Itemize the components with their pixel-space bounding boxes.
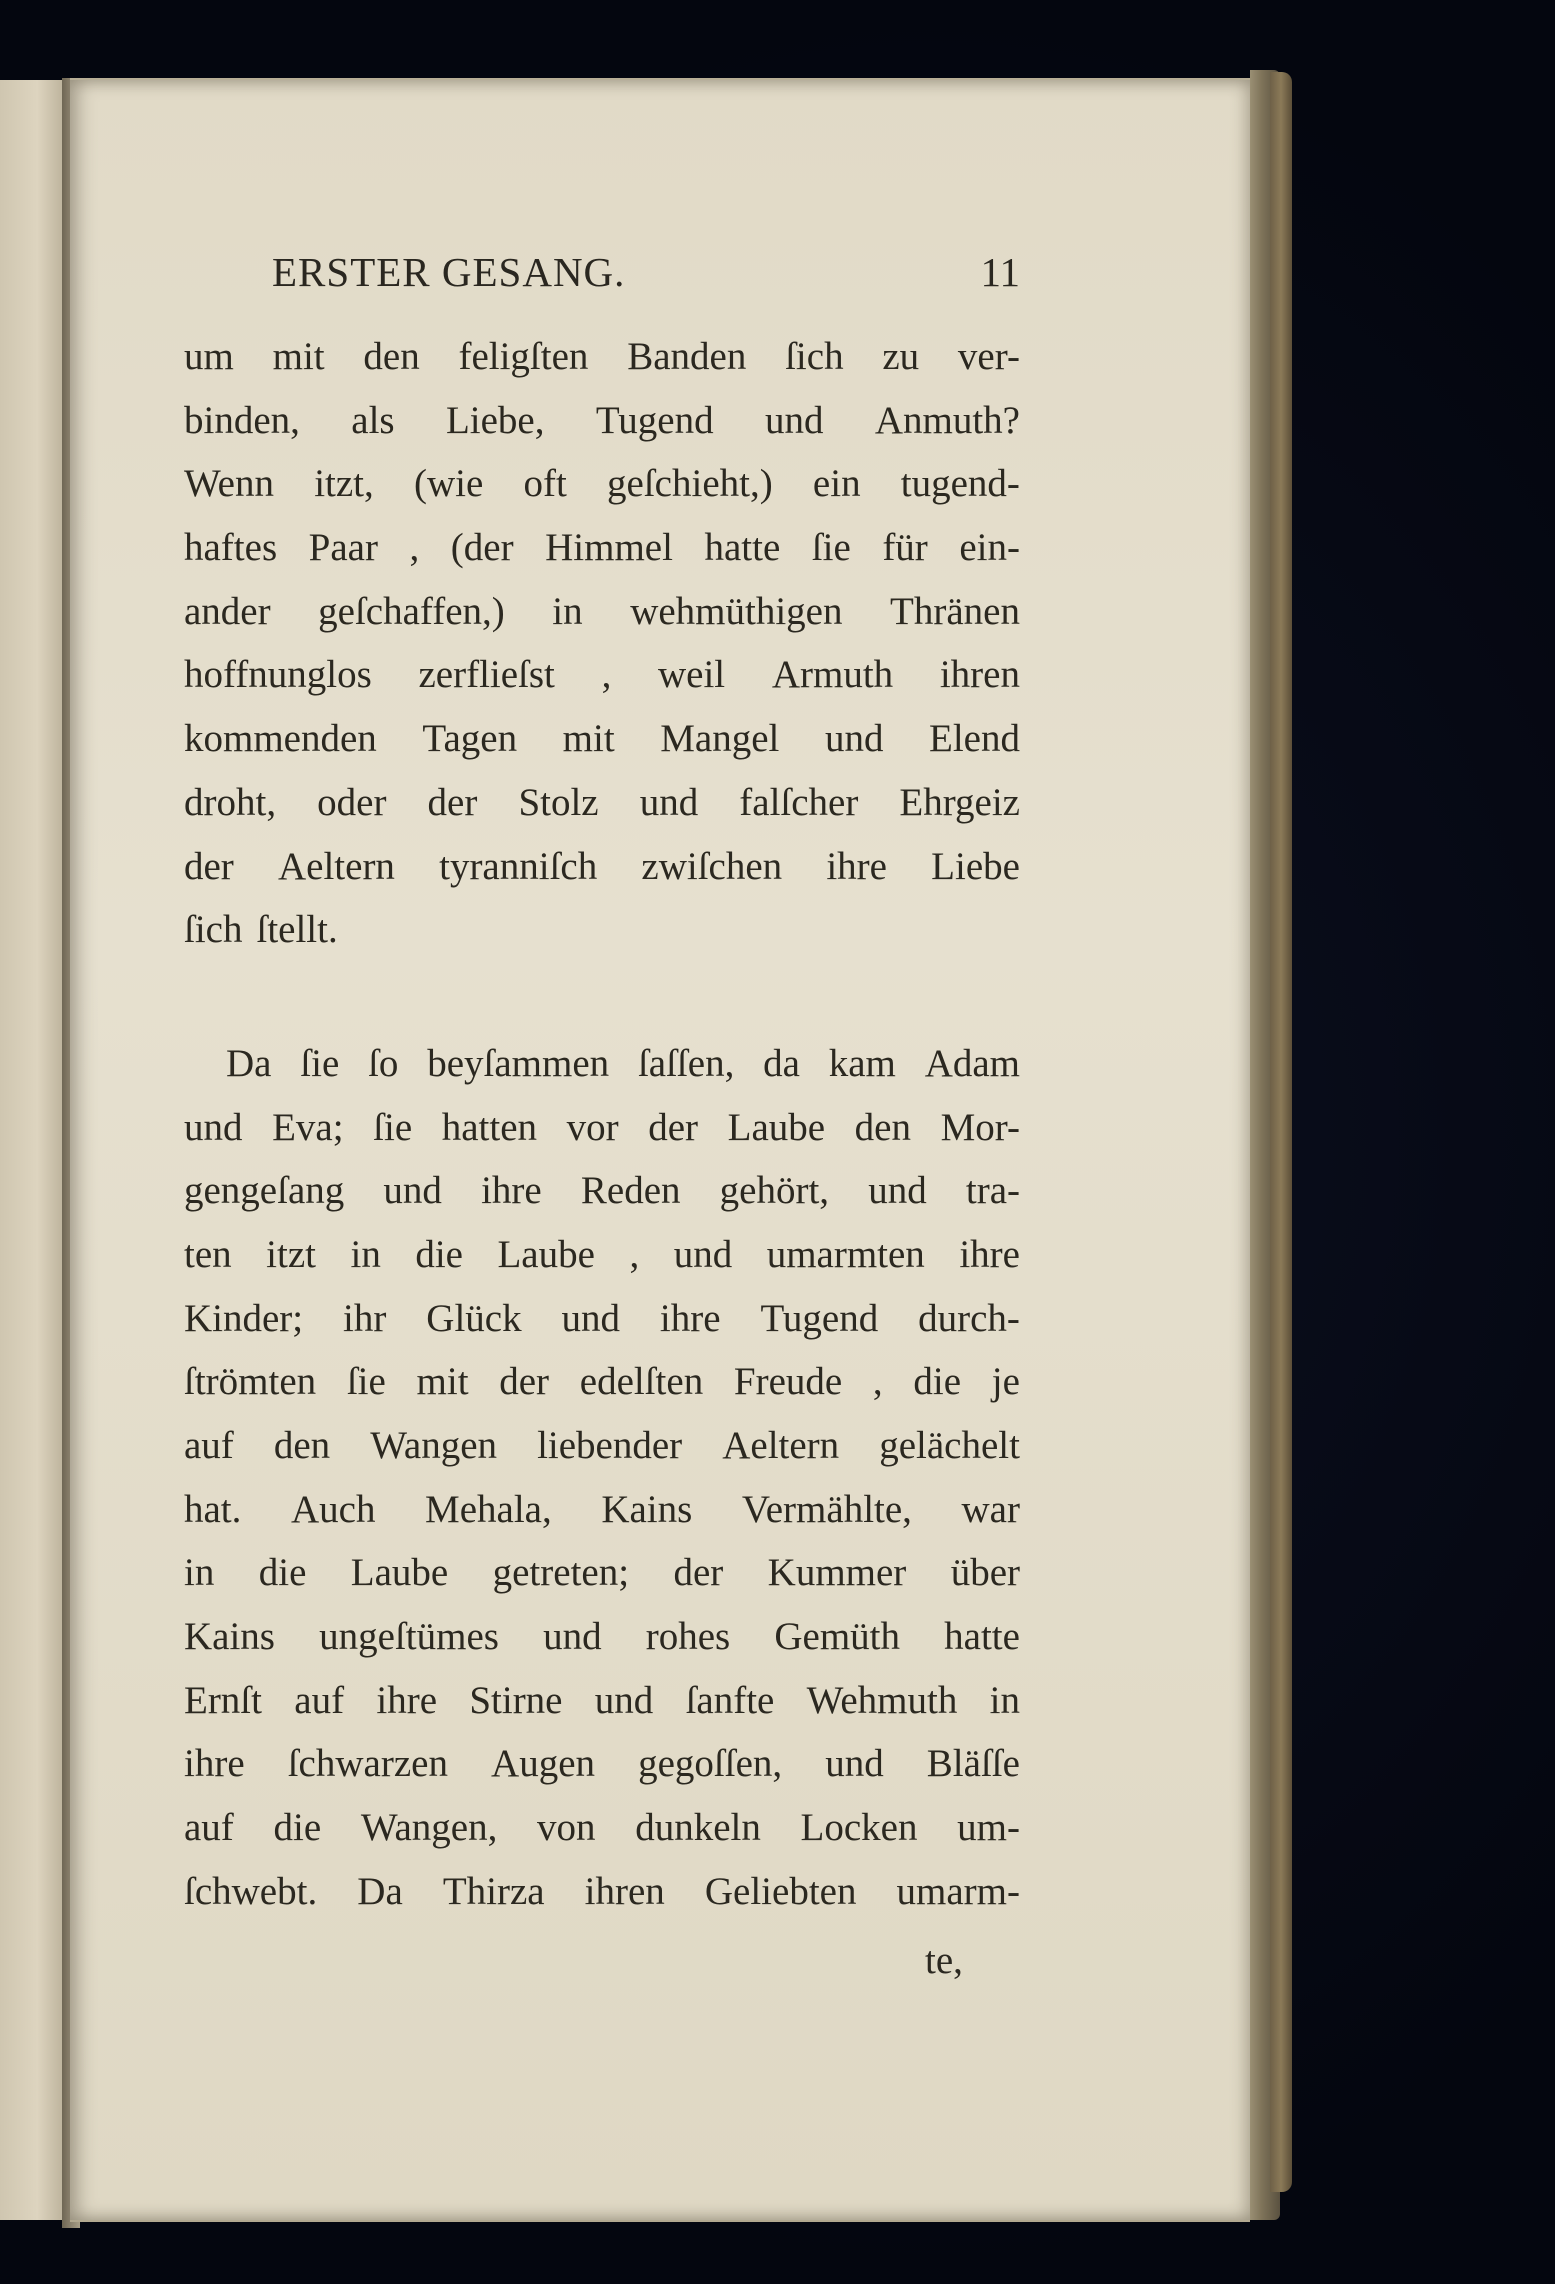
word: droht, (184, 780, 277, 824)
word: tra- (965, 1169, 1020, 1213)
word: , (872, 1360, 883, 1404)
word: auf (294, 1678, 345, 1722)
word: Laube (727, 1105, 826, 1149)
text-line (184, 707, 1020, 771)
word: hatte (704, 526, 781, 570)
word: Kains (184, 1615, 275, 1659)
word: liebender (537, 1424, 683, 1467)
word: Mehala, (425, 1487, 552, 1531)
word: ihre (376, 1678, 438, 1722)
text-line (184, 1796, 1020, 1860)
word: mit (562, 717, 615, 761)
word: beyſammen (427, 1041, 610, 1085)
word: ihr (343, 1296, 387, 1340)
word: war (961, 1487, 1020, 1531)
paragraph (184, 1032, 1020, 1924)
word: Anmuth? (874, 398, 1020, 442)
word: Tagen (422, 717, 518, 761)
word: , (409, 526, 420, 570)
word: und (825, 1742, 884, 1786)
text-line (184, 835, 1020, 899)
word: und (543, 1615, 602, 1659)
word: zu (882, 335, 920, 378)
text-line (184, 898, 1020, 962)
word: von (537, 1806, 596, 1850)
text-line (184, 580, 1020, 644)
word: binden, (184, 398, 300, 442)
word: in (552, 589, 583, 633)
word: tyranniſch (439, 844, 598, 888)
word: kommenden (184, 717, 377, 761)
word: ihre (481, 1169, 542, 1213)
word: und (764, 398, 824, 442)
text-line (184, 1732, 1020, 1796)
book-cover-edge (1270, 72, 1292, 2192)
word: als (351, 398, 395, 442)
word: (der (450, 526, 514, 570)
word: Liebe (931, 844, 1020, 888)
word: Wenn (184, 462, 274, 506)
word: und (594, 1678, 654, 1722)
text-line (184, 1223, 1020, 1287)
word: gehört, (719, 1169, 830, 1213)
word: ihren (584, 1869, 665, 1913)
word: der (648, 1105, 699, 1149)
word: umarm- (896, 1869, 1020, 1913)
word: ein (812, 462, 861, 506)
word: Locken (800, 1806, 918, 1850)
word: Himmel (545, 526, 673, 570)
word: geſchaffen,) (318, 589, 505, 633)
word: ſich (184, 908, 243, 952)
word: die (273, 1806, 322, 1850)
word: um (184, 335, 234, 378)
word: Augen (491, 1742, 596, 1786)
word: tugend- (900, 462, 1020, 506)
word: Laube (497, 1232, 595, 1276)
word: Da (357, 1869, 403, 1913)
word: feligſten (458, 335, 589, 378)
word: ſich (785, 335, 844, 378)
word: umarmten (766, 1232, 925, 1276)
text-line (184, 1605, 1020, 1669)
word: Wangen, (360, 1806, 498, 1850)
word: Vermählte, (741, 1487, 912, 1531)
paragraph (184, 325, 1020, 962)
word: ihre (826, 844, 887, 888)
word: Elend (929, 717, 1020, 761)
word: in (989, 1678, 1020, 1722)
word: Wehmuth (806, 1678, 958, 1722)
text-line (184, 643, 1020, 707)
word: ſaſſen, (637, 1041, 735, 1085)
word: getreten; (492, 1551, 630, 1595)
word: gegoſſen, (638, 1742, 783, 1786)
word: Aeltern (277, 844, 395, 888)
word: mit (272, 335, 325, 378)
text-line (184, 516, 1020, 580)
word: ſie (373, 1105, 413, 1149)
paragraph-gap (184, 962, 1020, 1032)
word: haftes (184, 526, 278, 570)
word: Stirne (469, 1678, 563, 1722)
word: zerflieſst (418, 653, 555, 697)
word: kam (828, 1041, 896, 1085)
word: geſchieht,) (607, 462, 773, 506)
word: über (950, 1551, 1020, 1595)
word: Wangen (370, 1424, 498, 1467)
word: Mangel (660, 717, 780, 761)
word: ungeſtümes (319, 1615, 499, 1659)
word: Liebe, (445, 398, 545, 442)
text-line (184, 389, 1020, 453)
word: ſie (300, 1041, 340, 1085)
running-head (180, 248, 1020, 308)
word: itzt (266, 1232, 316, 1276)
word: rohes (645, 1615, 731, 1659)
text-line (184, 771, 1020, 835)
word: Ehrgeiz (899, 780, 1020, 824)
word: Mor- (940, 1105, 1020, 1149)
word: hat. (184, 1487, 242, 1531)
word: Kains (601, 1487, 693, 1531)
word: gengeſang (184, 1169, 345, 1213)
word: Glück (426, 1296, 522, 1340)
body-text (184, 325, 1020, 1924)
word: da (763, 1041, 800, 1085)
text-line (184, 1287, 1020, 1351)
word: , (629, 1232, 640, 1276)
word: hatten (441, 1105, 538, 1149)
word: Freude (733, 1360, 843, 1404)
word: oft (523, 462, 567, 506)
text-line (184, 1159, 1020, 1223)
word: Tugend (595, 398, 714, 442)
word: der (184, 844, 234, 888)
word: und (184, 1105, 243, 1149)
word: dunkeln (635, 1806, 761, 1850)
word: Reden (580, 1169, 681, 1213)
word: Aeltern (722, 1424, 840, 1467)
word: um- (957, 1806, 1020, 1850)
word: die (258, 1551, 307, 1595)
word: ſie (346, 1360, 386, 1404)
word: gelächelt (879, 1424, 1020, 1467)
word: ſanfte (685, 1678, 775, 1722)
word: vor (566, 1105, 619, 1149)
text-line (184, 1860, 1020, 1924)
word: und (673, 1232, 733, 1276)
word: ihren (939, 653, 1020, 697)
word: ihre (659, 1296, 721, 1340)
word: zwiſchen (641, 844, 783, 888)
word: hatte (944, 1615, 1020, 1659)
word: durch- (918, 1296, 1020, 1340)
word: und (868, 1169, 927, 1213)
word: der (499, 1360, 550, 1404)
word: ſo (368, 1041, 399, 1085)
word: die (415, 1232, 463, 1276)
word: Auch (290, 1487, 376, 1531)
word: wehmüthigen (630, 589, 843, 633)
word: , (601, 653, 612, 697)
word: Da (226, 1041, 272, 1085)
word: ihre (959, 1232, 1020, 1276)
word: und (639, 780, 699, 824)
word: (wie (413, 462, 484, 506)
word: und (824, 717, 884, 761)
word: in (184, 1551, 215, 1595)
word: falſcher (739, 780, 859, 824)
word: den (854, 1105, 911, 1149)
word: den (273, 1424, 331, 1467)
word: Ernſt (184, 1678, 262, 1722)
word: und (383, 1169, 442, 1213)
word: ſtellt. (256, 908, 338, 952)
word: ein- (959, 526, 1020, 570)
word: der (427, 780, 478, 824)
word: weil (658, 653, 726, 697)
word: je (991, 1360, 1020, 1404)
word: Thirza (442, 1869, 545, 1913)
word: mit (416, 1360, 469, 1404)
text-line (184, 1414, 1020, 1478)
word: ſchwarzen (287, 1742, 448, 1786)
word: ſie (811, 526, 851, 570)
catchword: te, (925, 1939, 963, 1982)
word: für (882, 526, 928, 570)
word: Thränen (890, 589, 1020, 633)
text-line (184, 1096, 1020, 1160)
word: ſchwebt. (184, 1869, 318, 1913)
word: Armuth (771, 653, 894, 697)
text-line (184, 1478, 1020, 1542)
word: ander (184, 589, 271, 633)
word: edelſten (579, 1360, 704, 1404)
word: Adam (924, 1041, 1020, 1085)
word: und (561, 1296, 620, 1340)
word: den (363, 335, 420, 378)
word: in (350, 1232, 381, 1276)
word: ſtrömten (184, 1360, 317, 1404)
chapter-heading: ERSTER GESANG. (272, 249, 626, 295)
text-line (184, 1669, 1020, 1733)
word: auf (184, 1806, 234, 1850)
word: ver- (957, 335, 1020, 378)
word: Laube (350, 1551, 449, 1595)
text-line (184, 1032, 1020, 1096)
page-number: 11 (980, 249, 1020, 295)
word: der (673, 1551, 724, 1595)
word: Banden (627, 335, 747, 378)
text-line (184, 452, 1020, 516)
word: Bläſſe (926, 1742, 1020, 1786)
text-line (184, 1541, 1020, 1605)
text-line (184, 325, 1020, 389)
word: auf (184, 1424, 234, 1467)
word: Tugend (760, 1296, 879, 1340)
word: ihre (184, 1742, 245, 1786)
text-line (184, 1350, 1020, 1414)
word: Stolz (518, 780, 599, 824)
word: Eva; (272, 1105, 344, 1149)
word: Kinder; (184, 1296, 304, 1340)
word: Paar (308, 526, 378, 570)
word: Gemüth (774, 1615, 901, 1659)
word: die (913, 1360, 962, 1404)
word: itzt, (314, 462, 374, 506)
word: Geliebten (704, 1869, 857, 1913)
word: Kummer (767, 1551, 907, 1595)
word: oder (317, 780, 387, 824)
word: hoffnunglos (184, 653, 372, 697)
facing-page-edge (0, 80, 65, 2220)
word: ten (184, 1232, 232, 1276)
